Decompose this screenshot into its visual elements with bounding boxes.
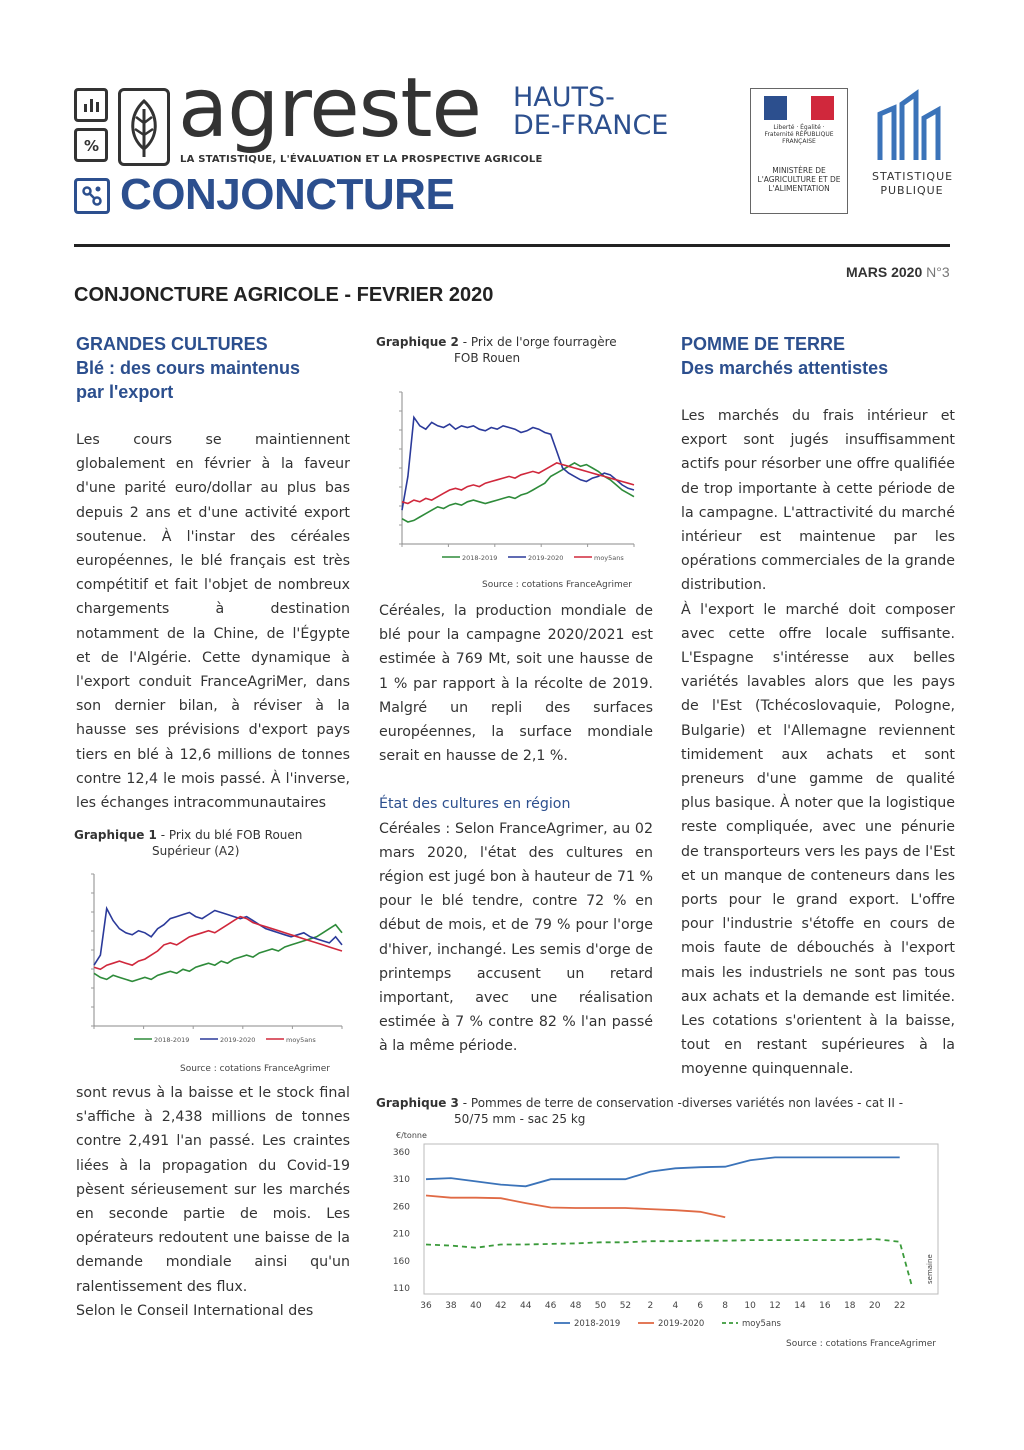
graph3-x-tick: 46 [544, 1301, 557, 1311]
statistique-publique-logo-icon [876, 88, 948, 166]
graph3-chart [376, 1126, 954, 1336]
graph3-title-2: 50/75 mm - sac 25 kg [454, 1112, 586, 1126]
graph3-x-tick: 10 [744, 1301, 756, 1311]
statpub-line-2: PUBLIQUE [880, 184, 944, 197]
chart1-legend-label-1: 2019-2020 [220, 1036, 256, 1044]
graph3-title-1: - Pommes de terre de conservation -diverses variétés non lavées - cat II - [458, 1096, 904, 1110]
column-3 [681, 332, 955, 1082]
statpub-line-1: STATISTIQUE [872, 170, 954, 183]
graph2-label: Graphique 2 [376, 335, 459, 349]
logo-tiles [74, 88, 108, 168]
graph3-legend-label-1: 2019-2020 [658, 1319, 705, 1329]
graph3-series-1 [426, 1196, 725, 1218]
graph3-x-tick: 16 [819, 1301, 831, 1311]
graph3-x-tick: 36 [420, 1301, 432, 1311]
ministry-name: MINISTÈRE DE L'AGRICULTURE ET DE L'ALIMENTATION [757, 166, 841, 193]
chart1-series-1 [94, 909, 342, 966]
graph3-x-tick: 44 [519, 1301, 532, 1311]
french-flag-icon [764, 96, 834, 120]
graph2-title-1: - Prix de l'orge fourragère [458, 335, 617, 349]
graph2-title-2: FOB Rouen [454, 351, 521, 365]
chart2-legend-label-2: moy5ans [594, 554, 624, 562]
etat-cultures-heading: État des cultures en région [379, 796, 571, 813]
ble-paragraph-2: sont revus à la baisse et le stock final s'affiche à 2,438 millions de tonnes contre 2,491 l'an passé. Les craintes liées à la propagation du Covid-19 pèsent sérieusement sur les marchés en seconde partie de mois. Les opérateurs redoutent une baisse de la demande mondiale ainsi qu'un ralentissement des flux. [76, 1085, 350, 1295]
ble-paragraph-1: Les cours se maintiennent globalement en février à la faveur d'une parité euro/dollar au plus bas depuis 2 ans et d'une activité export soutenue. À l'instar des céréales européennes, le blé français est très compétitif et fait l'objet de nombreux chargements à destination notamment de la Chine, de l'Égypte et de l'Algérie. Cette dynamique à l'export conduit FranceAgriMer, dans son dernier bilan, à réviser à la hausse ses prévisions d'export pays tiers en blé à 12,6 millions de tonnes contre 12,4 le mois passé. À l'inverse, les échanges intracommunautaires [76, 432, 350, 812]
graph3-series-2 [426, 1239, 912, 1285]
graph2-chart [376, 382, 652, 574]
page-title: CONJONCTURE AGRICOLE - FEVRIER 2020 [74, 284, 494, 306]
chart-tile-icon [74, 88, 108, 122]
graph3-x-tick: 20 [869, 1301, 881, 1311]
region-line-1: HAUTS- [513, 82, 615, 113]
column-1-bottom [76, 1081, 350, 1323]
chart1-legend-label-0: 2018-2019 [154, 1036, 190, 1044]
issue-date [846, 264, 950, 280]
region-line-2: DE-FRANCE [513, 110, 669, 141]
network-icon [74, 178, 110, 214]
graph3-x-tick: 4 [672, 1301, 679, 1311]
etat-cultures-paragraph: Céréales : Selon FranceAgrimer, au 02 mars 2020, l'état des cultures en région est jugé bon à hauteur de 71 % pour le blé tendre, contre 72 % en début de mois, et de 79 % pour l'orge d'hiver, inchangé. Les semis d'orge de printemps accusent un retard important, avec une réalisation estimée à 7 % contre 82 % l'an passé à la même période. [379, 820, 653, 1055]
section-heading-pomme-de-terre: POMME DE TERRE [681, 334, 846, 354]
section-heading-grandes-cultures: GRANDES CULTURES [76, 334, 268, 354]
pdt-paragraph-1: Les marchés du frais intérieur et export sont jugés insuffisamment actifs pour résorber une offre qualifiée de trop importante à cette période de la campagne. L'attractivité du marché intérieur est maintenue par les opérations commerciales de la grande distribution. [681, 408, 955, 594]
ble-paragraph-3: Selon le Conseil International des [76, 1302, 314, 1319]
graph3-y-tick: 260 [392, 1202, 410, 1213]
graph1-source: Source : cotations FranceAgrimer [180, 1064, 330, 1074]
graph1-title-2: Supérieur (A2) [152, 844, 240, 858]
graph3-series-0 [426, 1157, 900, 1186]
issue-month: MARS 2020 [846, 264, 923, 280]
subtitle-ble-1: Blé : des cours maintenus [76, 358, 301, 378]
chart2-legend-label-0: 2018-2019 [462, 554, 498, 562]
header-rule [74, 244, 950, 247]
column-1-top [76, 332, 350, 815]
graph2-source: Source : cotations FranceAgrimer [482, 580, 632, 590]
graph1-label: Graphique 1 [74, 828, 157, 842]
series-title: CONJONCTURE [120, 170, 455, 219]
subtitle-ble-2: par l'export [76, 382, 174, 402]
graph3-x-tick: 14 [794, 1301, 806, 1311]
graph3-y-tick: 310 [392, 1175, 410, 1186]
graph3-caption [376, 1095, 952, 1127]
graph3-legend-label-2: moy5ans [742, 1319, 781, 1329]
brand-tagline: LA STATISTIQUE, L'ÉVALUATION ET LA PROSPECTIVE AGRICOLE [180, 154, 543, 165]
statistique-publique-label [872, 170, 952, 198]
graph3-x-tick: 18 [844, 1301, 856, 1311]
percent-tile-icon [74, 128, 108, 162]
chart1-legend-label-2: moy5ans [286, 1036, 316, 1044]
graph3-x-tick: 8 [722, 1301, 729, 1311]
graph3-y-tick: 160 [392, 1256, 410, 1267]
leaf-logo-icon [118, 88, 170, 166]
chart2-legend-label-1: 2019-2020 [528, 554, 564, 562]
graph3-x-tick: 50 [594, 1301, 607, 1311]
graph1-chart [72, 866, 354, 1060]
graph3-y-tick: 360 [392, 1148, 410, 1158]
chart1-series-2 [94, 917, 342, 970]
graph3-x-axis-label: semaine [926, 1254, 934, 1284]
graph3-x-tick: 40 [470, 1301, 482, 1311]
chart2-series-0 [402, 463, 634, 522]
graph3-y-axis-label: €/tonne [396, 1131, 427, 1140]
graph2-caption [376, 334, 652, 366]
ministry-republic: Liberté · Égalité · Fraternité RÉPUBLIQUE FRANÇAISE [764, 124, 834, 145]
graph3-x-tick: 42 [495, 1301, 507, 1311]
graph3-legend-label-0: 2018-2019 [574, 1319, 621, 1329]
issue-number: N°3 [926, 264, 950, 280]
graph3-x-tick: 22 [893, 1301, 906, 1311]
graph3-x-tick: 2 [647, 1301, 654, 1311]
graph1-caption [74, 827, 352, 859]
pdt-paragraph-2: À l'export le marché doit composer avec cette offre locale suffisante. L'Espagne s'intéresse aux belles variétés lavables alors que les pays de l'Est (Tchécoslovaquie, Pologne, Bulgarie) et l'Allemagne reviennent timidement aux achats et sont preneurs d'une gamme de qualité plus basique. À noter que la logistique reste compliquée, avec une pénurie de transporteurs vers les pays de l'Est et un manque de conteneurs dans les ports pour le grand export. L'offre pour l'industrie s'étoffe en cours de mois faute de débouchés à l'export mais les industriels ne sont pas tous aux achats et la demande est limitée. Les cotations s'orientent à la baisse, tout en restant supérieures à la moyenne quinquennale. [681, 601, 955, 1078]
svg-text:%: % [84, 137, 100, 155]
column-2 [379, 599, 653, 1059]
graph3-source: Source : cotations FranceAgrimer [786, 1339, 936, 1349]
graph3-x-tick: 12 [769, 1301, 781, 1311]
graph3-y-tick: 210 [392, 1229, 410, 1240]
graph3-x-tick: 6 [697, 1301, 704, 1311]
brand-name: agreste [178, 61, 481, 156]
graph3-x-tick: 38 [445, 1301, 457, 1311]
graph1-title-1: - Prix du blé FOB Rouen [156, 828, 303, 842]
graph3-x-tick: 48 [569, 1301, 582, 1311]
graph3-label: Graphique 3 [376, 1096, 459, 1110]
graph3-x-tick: 52 [619, 1301, 632, 1311]
region-name [513, 84, 668, 140]
subtitle-marches: Des marchés attentistes [681, 358, 889, 378]
cereales-paragraph: Céréales, la production mondiale de blé pour la campagne 2020/2021 est estimée à 769 Mt, soit une hausse de 1 % par rapport à la récolte de 2019. Malgré un repli des surfaces européennes, la surface mondiale serait en hausse de 2,1 %. [379, 603, 653, 765]
graph3-y-tick: 110 [392, 1284, 410, 1294]
